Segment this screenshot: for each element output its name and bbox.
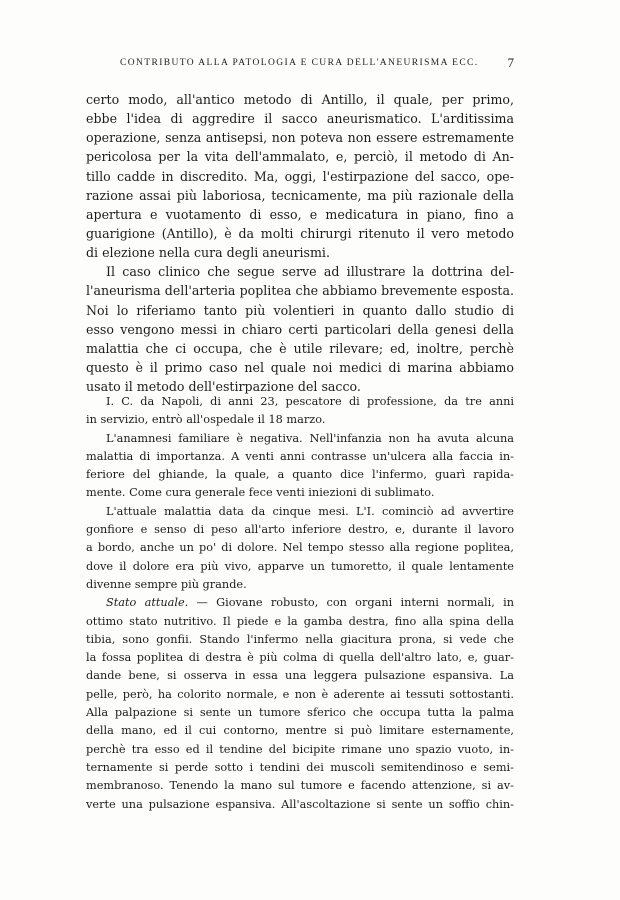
section-lead-in: Stato attuale. [106, 596, 189, 610]
main-body-text [86, 90, 514, 396]
case-line: dove il dolore era più vivo, apparve un tumoretto, il quale lentamente [86, 559, 514, 573]
case-line: perchè tra esso ed il tendine del bicipite rimane uno spazio vuoto, in- [86, 742, 514, 756]
body-line: Il caso clinico che segue serve ad illustrare la dottrina del- [106, 264, 514, 280]
case-line: ottimo stato nutritivo. Il piede e la gamba destra, fino alla spina della [86, 614, 514, 628]
body-line: Noi lo riferiamo tanto più volentieri in quanto dallo studio di [86, 302, 514, 318]
running-title: CONTRIBUTO ALLA PATOLOGIA E CURA DELL'ANEURISMA ECC. [120, 58, 479, 68]
body-line: questo è il primo caso nel quale noi medici di marina abbiamo [86, 359, 514, 375]
page-number: 7 [507, 55, 514, 70]
case-line: gonfiore e senso di peso all'arto inferiore destro, e, durante il lavoro [86, 523, 514, 537]
case-line: I. C. da Napoli, di anni 23, pescatore di professione, da tre anni [106, 395, 514, 408]
body-line: razione assai più laboriosa, tecnicamente, ma più razionale della [86, 187, 514, 203]
body-line: guarigione (Antillo), è da molti chirurgi ritenuto il vero metodo [86, 225, 514, 241]
case-line: della mano, ed il cui contorno, mentre si può limitare esternamente, [86, 724, 514, 738]
body-line: ebbe l'idea di aggredire il sacco aneurismatico. L'arditissima [86, 111, 514, 127]
body-line: malattia che ci occupa, che è utile rilevare; ed, inoltre, perchè [86, 340, 514, 356]
case-line: malattia di importanza. A venti anni contrasse un'ulcera alla faccia in- [86, 449, 514, 463]
case-line: la fossa poplitea di destra è più colma di quella dell'altro lato, e, guar- [86, 651, 514, 665]
body-line: apertura e vuotamento di esso, e medicatura in piano, fino a [86, 206, 514, 222]
case-line: Alla palpazione si sente un tumore sferico che occupa tutta la palma [86, 706, 514, 720]
body-line: esso vengono messi in chiaro certi particolari della genesi della [86, 321, 514, 337]
body-line: certo modo, all'antico metodo di Antillo, il quale, per primo, [86, 92, 514, 107]
case-line: dande bene, si osserva in essa una leggera pulsazione espansiva. La [86, 669, 514, 683]
case-line: a bordo, anche un po' di dolore. Nel tempo stesso alla regione poplitea, [86, 541, 514, 555]
case-line: divenne sempre più grande. [86, 577, 247, 591]
body-line: tillo cadde in discredito. Ma, oggi, l'estirpazione del sacco, ope- [86, 168, 514, 184]
case-line: L'attuale malattia data da cinque mesi. L'I. cominciò ad avvertire [106, 504, 514, 518]
case-line: membranoso. Tenendo la mano sul tumore e facendo attenzione, si av- [86, 779, 514, 793]
case-line: feriore del ghiande, la quale, a quanto dice l'infermo, guarì rapida- [86, 468, 514, 482]
case-line: L'anamnesi familiare è negativa. Nell'infanzia non ha avuta alcuna [106, 431, 514, 445]
body-line: pericolosa per la vita dell'ammalato, e, perciò, il metodo di An- [86, 149, 514, 165]
case-line: Stato attuale. — Giovane robusto, con organi interni normali, in [106, 596, 514, 610]
case-line: verte una pulsazione espansiva. All'ascoltazione si sente un soffio chin- [86, 797, 514, 811]
case-line: pelle, però, ha colorito normale, e non è aderente ai tessuti sottostanti. [86, 687, 514, 701]
case-line: in servizio, entrò all'ospedale il 18 marzo. [86, 413, 326, 427]
body-line: operazione, senza antisepsi, non poteva non essere estremamente [86, 130, 514, 146]
case-line: tibia, sono gonfii. Stando l'infermo nella giacitura prona, si vede che [86, 632, 514, 646]
body-line: di elezione nella cura degli aneurismi. [86, 245, 330, 261]
case-line: ternamente si perde sotto i tendini dei muscoli semitendinoso e semi- [86, 760, 514, 774]
body-line: l'aneurisma dell'arteria poplitea che abbiamo brevemente esposta. [86, 283, 514, 299]
body-line: usato il metodo dell'estirpazione del sacco. [86, 379, 361, 395]
case-line: mente. Come cura generale fece venti iniezioni di sublimato. [86, 486, 435, 500]
case-report-text [86, 393, 514, 814]
